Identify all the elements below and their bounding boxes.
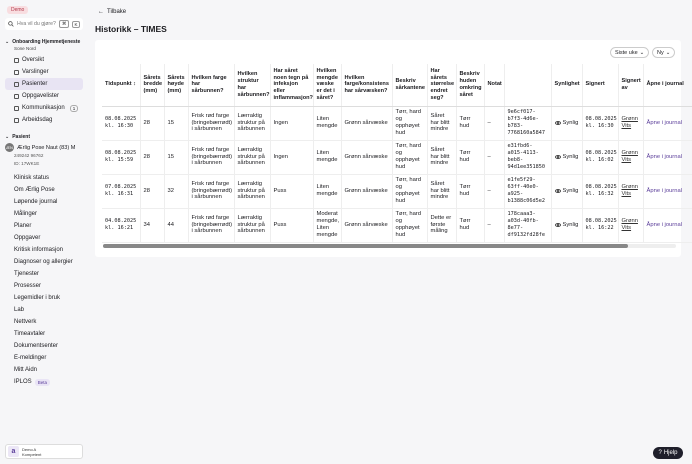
table-cell: 28 xyxy=(140,174,164,208)
patient-nav-item[interactable]: Løpende journal xyxy=(14,199,58,205)
visibility-status xyxy=(555,154,579,161)
patient-nav-item[interactable]: E-meldinger xyxy=(14,355,47,361)
table-cell: 08.08.2025 kl. 16:30 xyxy=(582,106,618,140)
sidebar-item-oppgavelister[interactable] xyxy=(5,90,83,102)
demo-badge: Demo xyxy=(7,6,28,14)
visibility-status xyxy=(555,188,579,195)
table-cell: Grønn sårvæske xyxy=(341,140,392,174)
patient-nav-item[interactable]: Diagnoser og allergier xyxy=(14,259,73,265)
patient-name: Ærlig Pose Naut (83) M xyxy=(17,144,76,151)
visibility-status xyxy=(555,222,579,229)
patient-nav-item[interactable]: Dokumentsenter xyxy=(14,343,59,349)
arrow-left-icon: ← xyxy=(98,9,104,15)
visibility-label: Synlig xyxy=(562,119,579,126)
users-icon xyxy=(14,82,19,87)
table-cell: Grønn sårvæske xyxy=(341,174,392,208)
sidebar-item-kommunikasjon[interactable] xyxy=(5,102,83,114)
table-cell: 08.08.2025 kl. 16:22 xyxy=(582,208,618,242)
table-cell: Frisk rød farge (bringebærrødt) i sårbunnen xyxy=(188,140,234,174)
calendar-icon xyxy=(14,118,19,123)
chevron-down-icon: ⌄ xyxy=(665,49,671,56)
column-header: Beskriv sårkantene xyxy=(392,64,427,106)
unit-nav xyxy=(5,54,83,126)
user-name: Demo A xyxy=(22,446,37,452)
table-cell: 44 xyxy=(164,208,188,242)
table-cell: e31fbd6-a015-4113-beb8-94d1ee351850 xyxy=(504,140,551,174)
patient-nav-item[interactable]: Timeavtaler xyxy=(14,331,46,337)
column-header: Hvilken mengde væske er det i såret? xyxy=(313,64,341,106)
column-header xyxy=(504,64,551,106)
table-cell: Tørr hud xyxy=(456,208,484,242)
table-cell: 9e6cf017-b7f3-4d6e-b783-7768160a5847 xyxy=(504,106,551,140)
kbd-k: K xyxy=(72,21,80,28)
unit-section-toggle[interactable] xyxy=(5,39,83,45)
column-header: Notat xyxy=(484,64,504,106)
table-cell: Tørr, hard og opphøyet hud xyxy=(392,140,427,174)
table-cell: Frisk rød farge (bringebærrødt) i sårbunnen xyxy=(188,174,234,208)
table-row xyxy=(102,174,692,208)
table-cell: Moderat mengde, Liten mengde xyxy=(313,208,341,242)
column-header: Åpne i journal xyxy=(643,64,692,106)
table-cell xyxy=(551,106,582,140)
user-menu[interactable] xyxy=(5,444,83,459)
column-header: Signert av xyxy=(618,64,643,106)
column-header: Har sårets størrelse endret seg? xyxy=(427,64,456,106)
help-icon: ? xyxy=(658,450,662,456)
count-badge: 1 xyxy=(70,105,79,112)
home-icon xyxy=(14,58,19,63)
table-cell: Såret har blitt mindre xyxy=(427,140,456,174)
column-header: Sårets høyde (mm) xyxy=(164,64,188,106)
period-filter-button[interactable] xyxy=(610,47,649,58)
patient-nav-item[interactable]: Oppgaver xyxy=(14,235,41,241)
patient-phone: 249242 96762 xyxy=(14,153,44,158)
back-button[interactable] xyxy=(95,7,129,17)
sidebar-item-arbeidsdag[interactable] xyxy=(5,114,83,126)
sidebar-item-label: Kommunikasjon xyxy=(22,105,65,111)
chat-icon xyxy=(14,106,19,111)
horizontal-scrollbar[interactable] xyxy=(103,244,676,248)
table-cell: Liten mengde xyxy=(313,140,341,174)
patient-nav-item[interactable]: Nettverk xyxy=(14,319,37,325)
patient-nav-item[interactable]: Lab xyxy=(14,307,25,313)
eye-icon xyxy=(555,189,561,193)
kbd-cmd: ⌘ xyxy=(59,20,69,28)
patient-nav xyxy=(5,172,83,388)
sidebar xyxy=(0,0,88,464)
column-header: Har såret noen tegn på infeksjon eller inflammasjon? xyxy=(270,64,313,106)
new-button[interactable] xyxy=(652,47,675,58)
new-label: Ny xyxy=(657,49,664,56)
table-row xyxy=(102,106,692,140)
column-header: Beskriv huden omkring såret xyxy=(456,64,484,106)
table-cell: Såret har blitt mindre xyxy=(427,106,456,140)
eye-icon xyxy=(555,223,561,227)
table-cell: Frisk rød farge (bringebærrødt) i sårbunnen xyxy=(188,208,234,242)
aidn-logo: a xyxy=(8,446,19,457)
patient-nav-item-iplos[interactable] xyxy=(5,376,83,388)
search-placeholder: Hva vil du gjøre? xyxy=(17,21,56,27)
table-cell: Lærraktig struktur på sårbunnen xyxy=(234,140,270,174)
table-cell: Dette er første måling xyxy=(427,208,456,242)
table-cell xyxy=(643,208,692,242)
table-cell: Tørr, hard og opphøyet hud xyxy=(392,208,427,242)
table-cell: Lærraktig struktur på sårbunnen xyxy=(234,174,270,208)
patient-header[interactable] xyxy=(5,143,83,152)
table-cell xyxy=(643,106,692,140)
table-cell: 15 xyxy=(164,106,188,140)
open-in-journal-link[interactable]: Åpne i journal xyxy=(646,221,682,228)
open-in-journal-link[interactable]: Åpne i journal xyxy=(646,187,682,194)
patient-nav-item[interactable]: Om Ærlig Pose xyxy=(14,187,55,193)
sidebar-item-pasienter[interactable] xyxy=(5,78,83,90)
unit-title: Onboarding Hjemmetjeneste xyxy=(12,39,81,45)
column-header-time[interactable]: Tidspunkt ↕ xyxy=(102,64,140,106)
sidebar-item-label: Pasienter xyxy=(22,81,48,87)
patient-nav-label: IPLOS xyxy=(14,379,32,385)
search-input[interactable] xyxy=(5,18,83,30)
help-label: Hjelp xyxy=(663,450,678,456)
table-cell: – xyxy=(484,140,504,174)
sidebar-item-varslinger[interactable] xyxy=(5,66,83,78)
visibility-label: Synlig xyxy=(562,153,579,160)
beta-badge: Beta xyxy=(35,379,50,386)
table-cell: Lærraktig struktur på sårbunnen xyxy=(234,106,270,140)
patient-nav-item[interactable]: Målinger xyxy=(14,211,38,217)
patient-nav-item[interactable]: Kritisk informasjon xyxy=(14,247,64,253)
sidebar-item-label: Oppgavelister xyxy=(22,93,60,99)
checklist-icon xyxy=(14,94,19,99)
chevron-down-icon: ⌄ xyxy=(5,134,10,140)
table-cell: 28 xyxy=(140,106,164,140)
column-header: Signert xyxy=(582,64,618,106)
table-cell: Liten mengde xyxy=(313,106,341,140)
table-cell: 08.08.2025 kl. 16:02 xyxy=(582,140,618,174)
patient-section-title: Pasient xyxy=(12,134,30,140)
patient-nav-item[interactable]: Klinisk status xyxy=(14,175,50,181)
table-cell: Tørr hud xyxy=(456,174,484,208)
patient-nav-item[interactable]: Tjenester xyxy=(14,271,40,277)
signer-link[interactable]: Grønn Vits xyxy=(621,116,638,129)
signer-link[interactable]: Grønn Vits xyxy=(621,150,638,163)
patient-nav-item[interactable]: Planer xyxy=(14,223,32,229)
table-cell: 08.08.2025 kl. 16:32 xyxy=(582,174,618,208)
column-header: Hvilken farge/konsistens har sårvæsken? xyxy=(341,64,392,106)
table-cell: – xyxy=(484,106,504,140)
table-cell xyxy=(618,140,643,174)
chevron-down-icon: ⌄ xyxy=(639,49,645,56)
table-cell: Tørr, hard og opphøyet hud xyxy=(392,174,427,208)
table-cell: e1fe5f29-63ff-40e0-a925-b1388c06d5e2 xyxy=(504,174,551,208)
table-cell xyxy=(551,174,582,208)
visibility-label: Synlig xyxy=(562,187,579,194)
table-row xyxy=(102,208,692,242)
table-cell: Frisk rød farge (bringebærrødt) i sårbunnen xyxy=(188,106,234,140)
table-cell: 34 xyxy=(140,208,164,242)
page-title: Historikk – TIMES xyxy=(95,24,167,34)
table-cell: Ingen xyxy=(270,106,313,140)
unit-subtitle: Sone Nord xyxy=(14,46,36,51)
table-cell: 07.08.2025 kl. 16:31 xyxy=(102,174,140,208)
table-cell xyxy=(618,208,643,242)
sidebar-item-oversikt[interactable] xyxy=(5,54,83,66)
search-icon xyxy=(8,21,14,27)
table-cell xyxy=(643,174,692,208)
table-cell: Puss xyxy=(270,174,313,208)
column-header: Sårets bredde (mm) xyxy=(140,64,164,106)
sidebar-item-label: Varslinger xyxy=(22,69,49,75)
patient-nav-item[interactable]: Mitt Aidn xyxy=(14,367,38,373)
table-cell: 15 xyxy=(164,140,188,174)
back-label: Tilbake xyxy=(107,9,127,15)
period-filter-label: Siste uke xyxy=(615,49,638,56)
table-cell: 28 xyxy=(140,140,164,174)
table-cell: Liten mengde xyxy=(313,174,341,208)
table-cell xyxy=(618,174,643,208)
table-cell: Puss xyxy=(270,208,313,242)
table-cell: – xyxy=(484,174,504,208)
table-cell: Tørr, hard og opphøyet hud xyxy=(392,106,427,140)
table-cell: – xyxy=(484,208,504,242)
signer-link[interactable]: Grønn Vits xyxy=(621,218,638,231)
table-cell: 32 xyxy=(164,174,188,208)
history-table xyxy=(102,64,684,250)
open-in-journal-link[interactable]: Åpne i journal xyxy=(646,153,682,160)
eye-icon xyxy=(555,121,561,125)
table-cell: 178caaa3-a03d-40fb-8e77-df9132fd28fe xyxy=(504,208,551,242)
patient-section-toggle[interactable] xyxy=(5,134,83,140)
scrollbar-thumb[interactable] xyxy=(103,244,628,248)
bell-icon xyxy=(14,70,19,75)
table-cell xyxy=(551,208,582,242)
table-cell xyxy=(551,140,582,174)
column-header: Hvilken farge har sårbunnen? xyxy=(188,64,234,106)
table-cell: 08.08.2025 kl. 16:30 xyxy=(102,106,140,140)
column-header: Synlighet xyxy=(551,64,582,106)
table-cell: Såret har blitt mindre xyxy=(427,174,456,208)
table-cell: Ingen xyxy=(270,140,313,174)
patient-id: ID: 17WK1E xyxy=(14,161,40,166)
chevron-down-icon: ⌄ xyxy=(5,39,10,45)
table-header-row xyxy=(102,64,692,106)
table-row xyxy=(102,140,692,174)
table-cell: Tørr hud xyxy=(456,140,484,174)
signer-link[interactable]: Grønn Vits xyxy=(621,184,638,197)
table-cell: Grønn sårvæske xyxy=(341,106,392,140)
open-in-journal-link[interactable]: Åpne i journal xyxy=(646,119,682,126)
table-cell: Grønn sårvæske xyxy=(341,208,392,242)
user-role: Kompetent xyxy=(22,451,42,457)
table-cell: Lærraktig struktur på sårbunnen xyxy=(234,208,270,242)
table-cell: Tørr hud xyxy=(456,106,484,140)
table-cell: 04.08.2025 kl. 16:21 xyxy=(102,208,140,242)
table-cell: 08.08.2025 kl. 15:59 xyxy=(102,140,140,174)
visibility-label: Synlig xyxy=(562,221,579,228)
column-header: Hvilken struktur har sårbunnen? xyxy=(234,64,270,106)
sidebar-item-label: Oversikt xyxy=(22,57,45,63)
table-cell xyxy=(643,140,692,174)
table-cell xyxy=(618,106,643,140)
visibility-status xyxy=(555,120,579,127)
patient-nav-item[interactable]: Prosesser xyxy=(14,283,42,289)
sidebar-item-label: Arbeidsdag xyxy=(22,117,53,123)
avatar: ÆN xyxy=(6,145,13,150)
eye-icon xyxy=(555,155,561,159)
patient-nav-item[interactable]: Legemidler i bruk xyxy=(14,295,61,301)
help-button[interactable] xyxy=(653,447,683,459)
